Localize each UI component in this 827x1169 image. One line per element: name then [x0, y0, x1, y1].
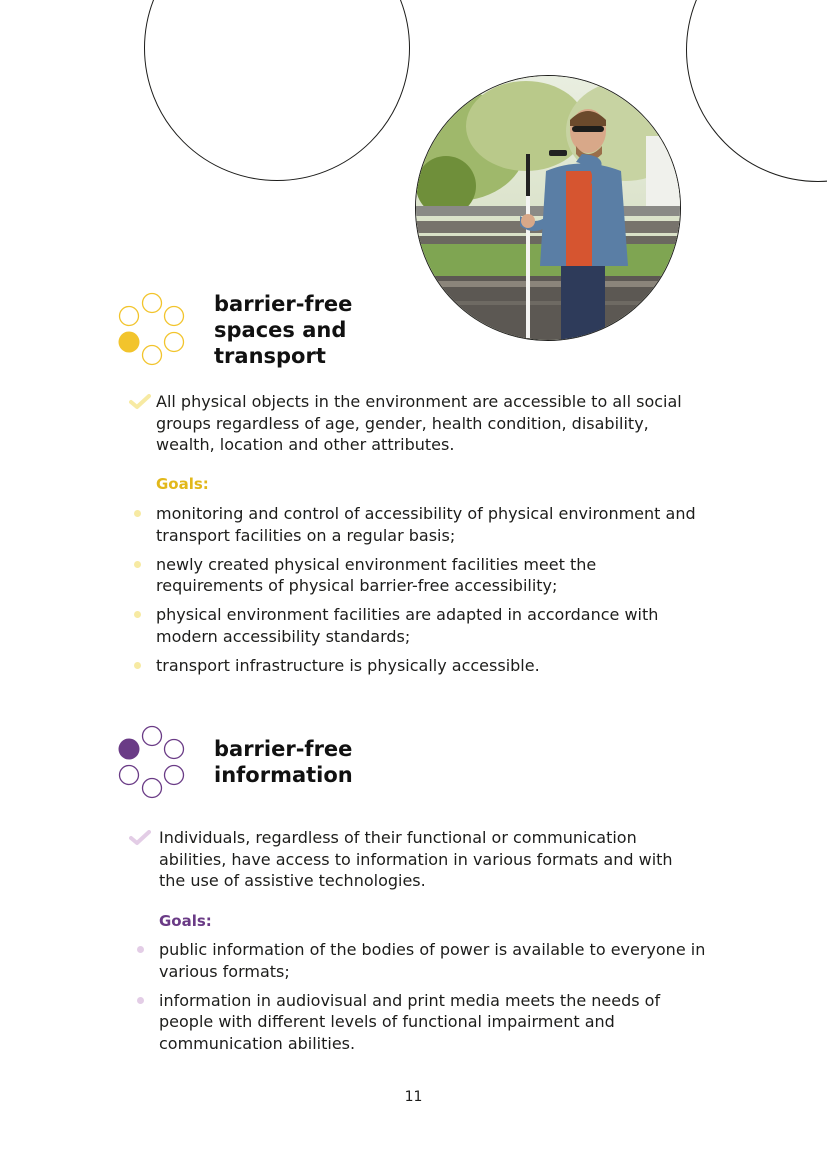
section-title — [214, 291, 352, 369]
decorative-circle-outline — [144, 0, 410, 181]
goals-label: Goals: — [159, 912, 212, 930]
list-item — [159, 990, 719, 1055]
section-title-line: spaces and — [214, 318, 347, 342]
page-number: 11 — [404, 1089, 423, 1105]
section-title-line: transport — [214, 344, 326, 368]
goal-list — [156, 503, 696, 684]
list-item — [156, 554, 696, 597]
bullet-dot-icon — [134, 561, 141, 568]
list-item — [156, 604, 696, 647]
section-lead-text: Individuals, regardless of their functional or communication abilities, have access to information in various formats and with the use of assistive technologies. — [159, 828, 673, 890]
section-title-line: barrier-free — [214, 292, 353, 316]
bullet-dot-icon — [137, 946, 144, 953]
bullet-dot-icon — [134, 662, 141, 669]
check-icon — [129, 394, 151, 410]
ring-of-circles-icon — [115, 724, 190, 802]
ring-of-circles-icon — [115, 291, 190, 369]
bullet-dot-icon — [137, 997, 144, 1004]
photo-man-with-white-cane — [415, 75, 681, 341]
goal-text: physical environment facilities are adapted in accordance with modern accessibility standards; — [156, 605, 659, 646]
bullet-dot-icon — [134, 611, 141, 618]
check-icon — [129, 830, 151, 846]
goal-text: newly created physical environment facilities meet the requirements of physical barrier-free accessibility; — [156, 554, 597, 595]
list-item — [156, 503, 696, 546]
section-title-line: barrier-free — [214, 737, 353, 761]
section-title-line: information — [214, 763, 353, 787]
section-title — [214, 736, 353, 788]
decorative-circle-outline — [686, 0, 827, 182]
goal-text: monitoring and control of accessibility of physical environment and transport facilities on a regular basis; — [156, 504, 696, 545]
list-item — [156, 655, 696, 677]
bullet-dot-icon — [134, 510, 141, 517]
goal-text: information in audiovisual and print media meets the needs of people with different levels of functional impairment and communication abilities. — [159, 990, 661, 1053]
goal-list — [159, 939, 719, 1062]
list-item — [159, 939, 719, 982]
section-lead-text: All physical objects in the environment are accessible to all social groups regardless of age, gender, health condition, disability, wealth, location and other attributes. — [156, 392, 682, 454]
goal-text: public information of the bodies of power is available to everyone in various formats; — [159, 940, 706, 981]
goals-label: Goals: — [156, 475, 209, 493]
goal-text: transport infrastructure is physically accessible. — [156, 655, 540, 675]
